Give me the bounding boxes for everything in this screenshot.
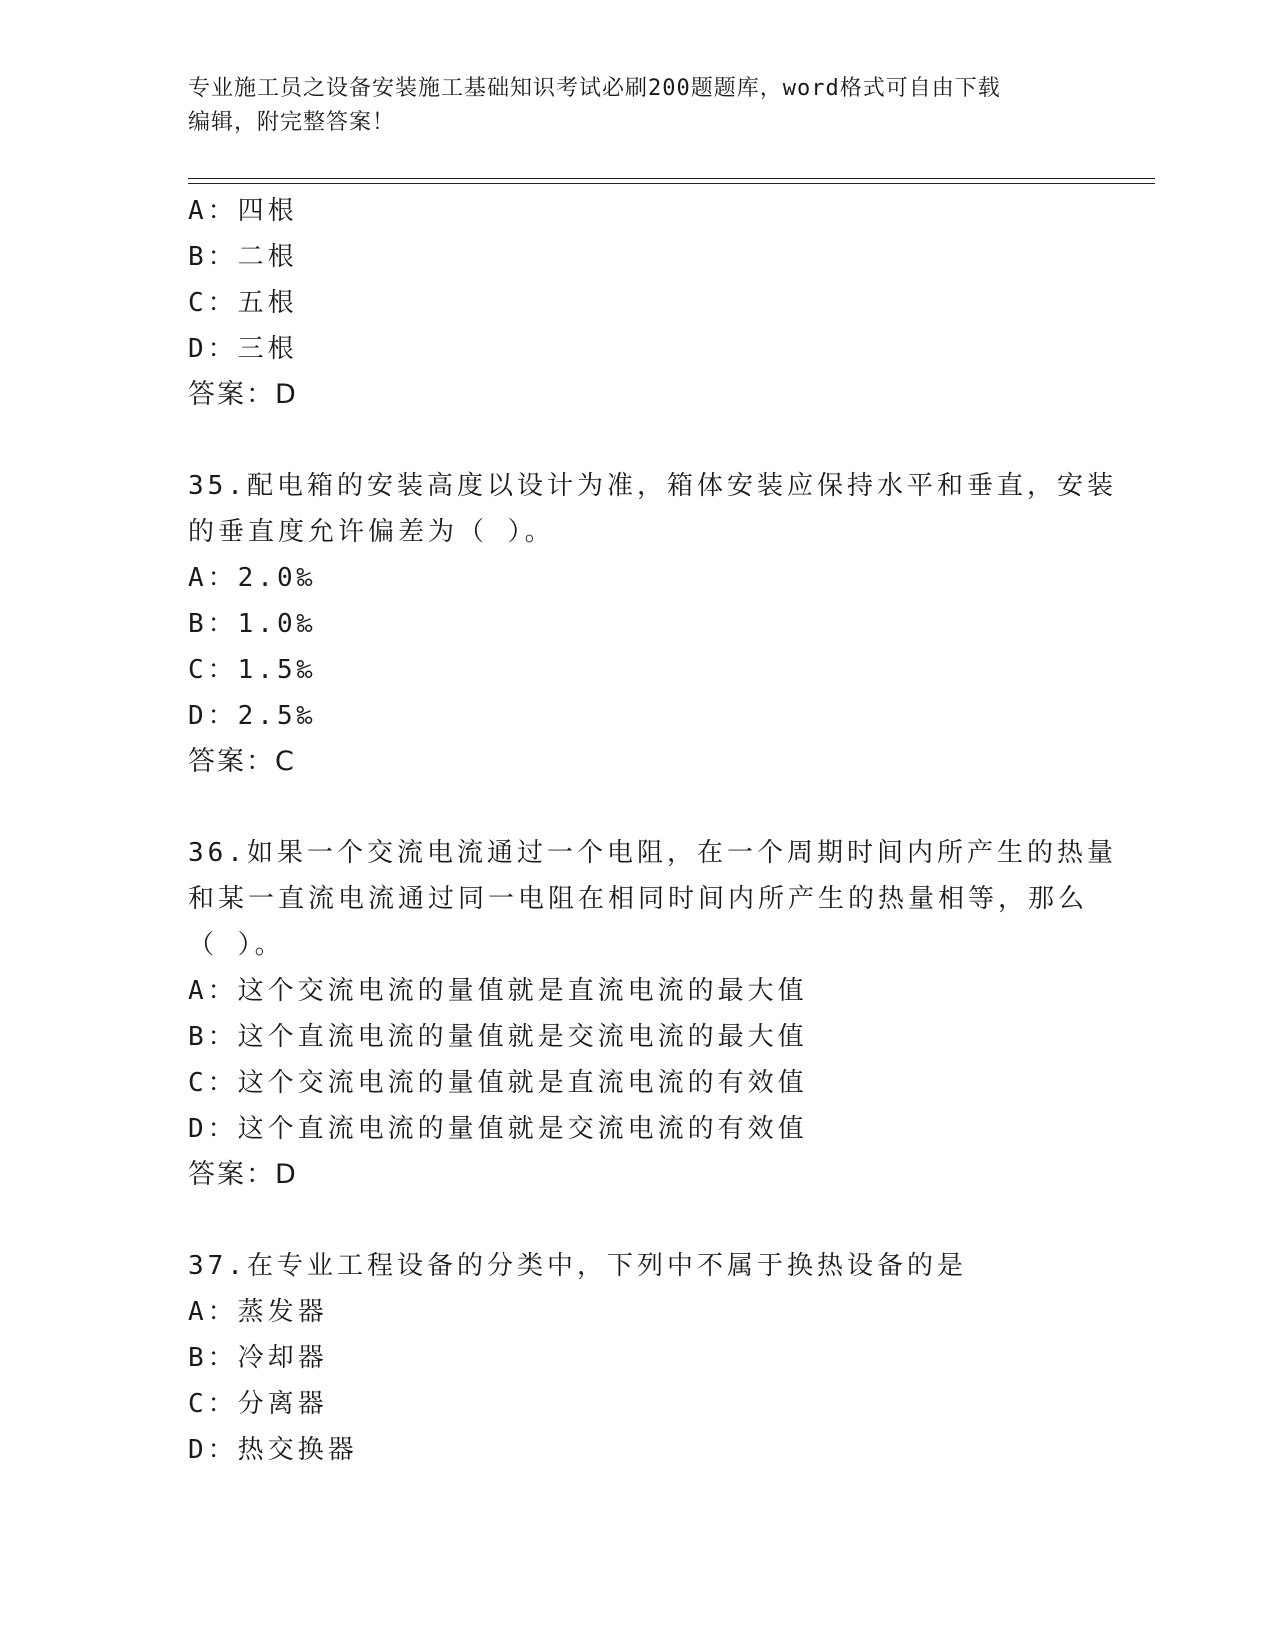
header-line-2: 编辑，附完整答案！ — [188, 110, 396, 135]
header-line-1: 专业施工员之设备安装施工基础知识考试必刷200题题库，word格式可自由下载 — [188, 76, 1001, 101]
question-36-block — [188, 830, 1117, 1198]
option-a: A：2.0‰ — [188, 563, 317, 593]
option-d: D：三根 — [188, 334, 298, 364]
answer-line: 答案：D — [188, 1159, 298, 1190]
question-gap — [188, 1198, 1088, 1243]
question-text-line: 36.如果一个交流电流通过一个电阻，在一个周期时间内所产生的热量 — [188, 838, 1117, 868]
question-text-line: 和某一直流电流通过同一电阻在相同时间内所产生的热量相等，那么 — [188, 884, 1089, 914]
option-c: C：分离器 — [188, 1389, 328, 1419]
option-a: A：四根 — [188, 196, 298, 226]
question-gap — [188, 418, 1088, 463]
option-b: B：1.0‰ — [188, 609, 317, 639]
option-a: A：蒸发器 — [188, 1297, 328, 1327]
option-c: C：这个交流电流的量值就是直流电流的有效值 — [188, 1068, 808, 1098]
option-d: D：这个直流电流的量值就是交流电流的有效值 — [188, 1114, 808, 1144]
option-a: A：这个交流电流的量值就是直流电流的最大值 — [188, 976, 808, 1006]
question-text-line: （ ）。 — [188, 930, 285, 960]
option-c: C：1.5‰ — [188, 655, 317, 685]
answer-line: 答案：D — [188, 379, 298, 410]
option-d: D：2.5‰ — [188, 701, 317, 731]
question-35-block — [188, 463, 1117, 785]
option-b: B：冷却器 — [188, 1343, 328, 1373]
option-c: C：五根 — [188, 288, 298, 318]
question-37-block — [188, 1243, 1088, 1473]
question-gap — [188, 785, 1088, 830]
option-d: D：热交换器 — [188, 1435, 358, 1465]
question-text-line: 37.在专业工程设备的分类中，下列中不属于换热设备的是 — [188, 1251, 967, 1281]
question-text-line: 的垂直度允许偏差为（ ）。 — [188, 517, 555, 547]
question-list — [188, 188, 1117, 1473]
option-b: B：这个直流电流的量值就是交流电流的最大值 — [188, 1022, 808, 1052]
header-divider-top — [188, 178, 1155, 179]
question-34-block — [188, 188, 1088, 418]
header-divider-bottom — [188, 183, 1155, 184]
document-header — [188, 72, 1088, 140]
option-b: B：二根 — [188, 242, 298, 272]
question-text-line: 35.配电箱的安装高度以设计为准，箱体安装应保持水平和垂直，安装 — [188, 471, 1117, 501]
answer-line: 答案：C — [188, 746, 296, 777]
